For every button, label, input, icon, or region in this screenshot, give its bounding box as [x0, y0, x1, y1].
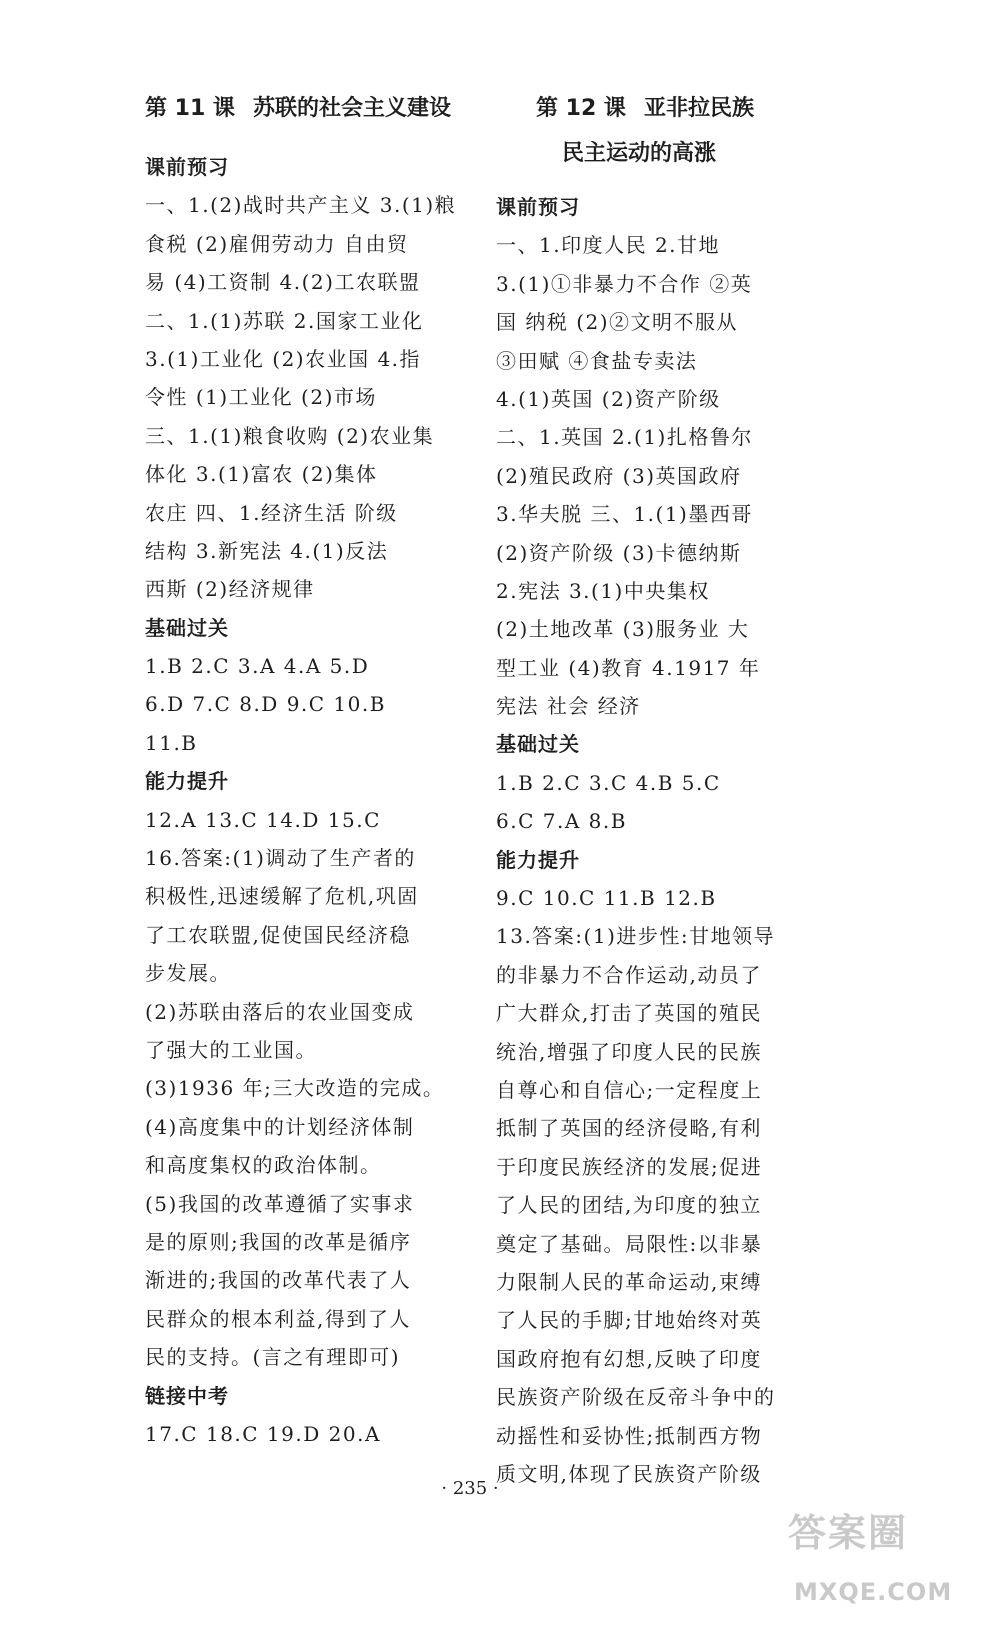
- watermark-logo: 答案圈: [788, 1511, 909, 1555]
- answer-line: (2)资产阶级 (3)卡德纳斯: [496, 540, 742, 565]
- answer-line: 二、1.(1)苏联 2.国家工业化: [145, 308, 424, 333]
- answer-line: 农庄 四、1.经济生活 阶级: [145, 500, 398, 525]
- answer-line: 3.(1)工业化 (2)农业国 4.指: [145, 346, 422, 371]
- answer-line: 4.(1)英国 (2)资产阶级: [496, 386, 721, 411]
- answer-line: 三、1.(1)粮食收购 (2)农业集: [145, 423, 435, 448]
- section-heading: 基础过关: [145, 615, 229, 640]
- section-heading: 能力提升: [145, 769, 229, 794]
- answer-line: 渐进的;我国的改革代表了人: [145, 1268, 412, 1293]
- answer-line: 17.C 18.C 19.D 20.A: [145, 1421, 381, 1446]
- answer-line: 统治,增强了印度人民的民族: [496, 1039, 762, 1064]
- answer-line: 西斯 (2)经济规律: [145, 577, 315, 602]
- section-heading: 课前预习: [496, 195, 580, 219]
- lesson-11-answers: [145, 148, 456, 1453]
- lesson-11-number: 第 11 课: [145, 96, 235, 121]
- answer-line: 9.C 10.C 11.B 12.B: [496, 886, 717, 911]
- answer-line: 令性 (1)工业化 (2)市场: [145, 385, 377, 410]
- lesson-12-title: [536, 91, 754, 122]
- answer-line: 和高度集权的政治体制。: [145, 1153, 382, 1178]
- answer-line: 一、1.(2)战时共产主义 3.(1)粮: [145, 193, 457, 218]
- watermark-url: MXQE.COM: [794, 1578, 953, 1606]
- answer-line: 型工业 (4)教育 4.1917 年: [496, 655, 761, 680]
- answer-line: 11.B: [145, 730, 198, 755]
- watermark: [782, 1498, 957, 1638]
- answer-line: 16.答案:(1)调动了生产者的: [145, 846, 416, 871]
- answer-line: ③田赋 ④食盐专卖法: [496, 348, 698, 373]
- answer-line: 质文明,体现了民族资产阶级: [496, 1461, 762, 1486]
- answer-line: 民群众的根本利益,得到了人: [145, 1306, 411, 1331]
- answer-line: 2.宪法 3.(1)中央集权: [496, 578, 710, 603]
- answer-line: 一、1.印度人民 2.甘地: [496, 233, 721, 258]
- answer-line: 了人民的团结,为印度的独立: [496, 1193, 762, 1218]
- answer-line: 体化 3.(1)富农 (2)集体: [145, 462, 378, 487]
- answer-line: 国 纳税 (2)②文明不服从: [496, 310, 739, 335]
- answer-line: 的非暴力不合作运动,动员了: [496, 962, 762, 987]
- answer-line: 广大群众,打击了英国的殖民: [496, 1001, 762, 1026]
- answer-line: 步发展。: [145, 961, 231, 986]
- answer-line: 了强大的工业国。: [145, 1037, 317, 1062]
- answer-line: 食税 (2)雇佣劳动力 自由贸: [145, 231, 409, 256]
- answer-line: 结构 3.新宪法 4.(1)反法: [145, 538, 389, 563]
- answer-line: 宪法 社会 经济: [496, 694, 641, 719]
- answer-line: (3)1936 年;三大改造的完成。: [145, 1076, 445, 1101]
- answer-line: 积极性,迅速缓解了危机,巩固: [145, 884, 419, 909]
- answer-line: 是的原则;我国的改革是循序: [145, 1229, 412, 1254]
- answer-line: 1.B 2.C 3.A 4.A 5.D: [145, 654, 370, 679]
- answer-line: 民族资产阶级在反帝斗争中的: [496, 1385, 776, 1410]
- answer-line: 力限制人民的革命运动,束缚: [496, 1269, 762, 1294]
- lesson-11-name: 苏联的社会主义建设: [252, 96, 451, 121]
- answer-line: 国政府抱有幻想,反映了印度: [496, 1346, 762, 1371]
- answer-line: 1.B 2.C 3.C 4.B 5.C: [496, 770, 721, 795]
- answer-line: 6.C 7.A 8.B: [496, 809, 627, 834]
- answer-line: 自尊心和自信心;一定程度上: [496, 1077, 763, 1102]
- page-number: · 235 ·: [441, 1478, 499, 1499]
- answer-line: 民的支持。(言之有理即可): [145, 1345, 401, 1370]
- answer-line: (5)我国的改革遵循了实事求: [145, 1191, 415, 1216]
- section-heading: 基础过关: [496, 732, 580, 757]
- answer-line: (2)土地改革 (3)服务业 大: [496, 617, 750, 642]
- answer-line: 于印度民族经济的发展;促进: [496, 1154, 763, 1179]
- section-heading: 链接中考: [145, 1383, 229, 1408]
- lesson-11-title: [145, 91, 451, 122]
- section-heading: 课前预习: [145, 155, 229, 179]
- answer-line: 了工农联盟,促使国民经济稳: [145, 922, 411, 947]
- answer-line: (2)殖民政府 (3)英国政府: [496, 463, 742, 488]
- answer-line: 奠定了基础。局限性:以非暴: [496, 1231, 763, 1256]
- answer-line: 易 (4)工资制 4.(2)工农联盟: [145, 270, 421, 295]
- answer-line: 13.答案:(1)进步性:甘地领导: [496, 924, 776, 949]
- answer-line: 6.D 7.C 8.D 9.C 10.B: [145, 692, 386, 717]
- answer-line: 了人民的手脚;甘地始终对英: [496, 1308, 763, 1333]
- answer-line: 3.(1)①非暴力不合作 ②英: [496, 271, 753, 296]
- answer-line: 二、1.英国 2.(1)扎格鲁尔: [496, 425, 753, 450]
- lesson-12-number: 第 12 课: [536, 96, 626, 121]
- lesson-12-name-line1: 亚非拉民族: [643, 96, 754, 121]
- answer-line: 3.华夫脱 三、1.(1)墨西哥: [496, 502, 753, 527]
- answer-line: (4)高度集中的计划经济体制: [145, 1114, 415, 1139]
- answer-line: 12.A 13.C 14.D 15.C: [145, 807, 381, 832]
- answer-line: 动摇性和妥协性;抵制西方物: [496, 1423, 763, 1448]
- lesson-12-title-line2: 民主运动的高涨: [562, 141, 717, 166]
- answer-line: (2)苏联由落后的农业国变成: [145, 999, 415, 1024]
- lesson-12-answers: [496, 188, 776, 1493]
- section-heading: 能力提升: [496, 847, 580, 872]
- answer-line: 抵制了英国的经济侵略,有利: [496, 1116, 762, 1141]
